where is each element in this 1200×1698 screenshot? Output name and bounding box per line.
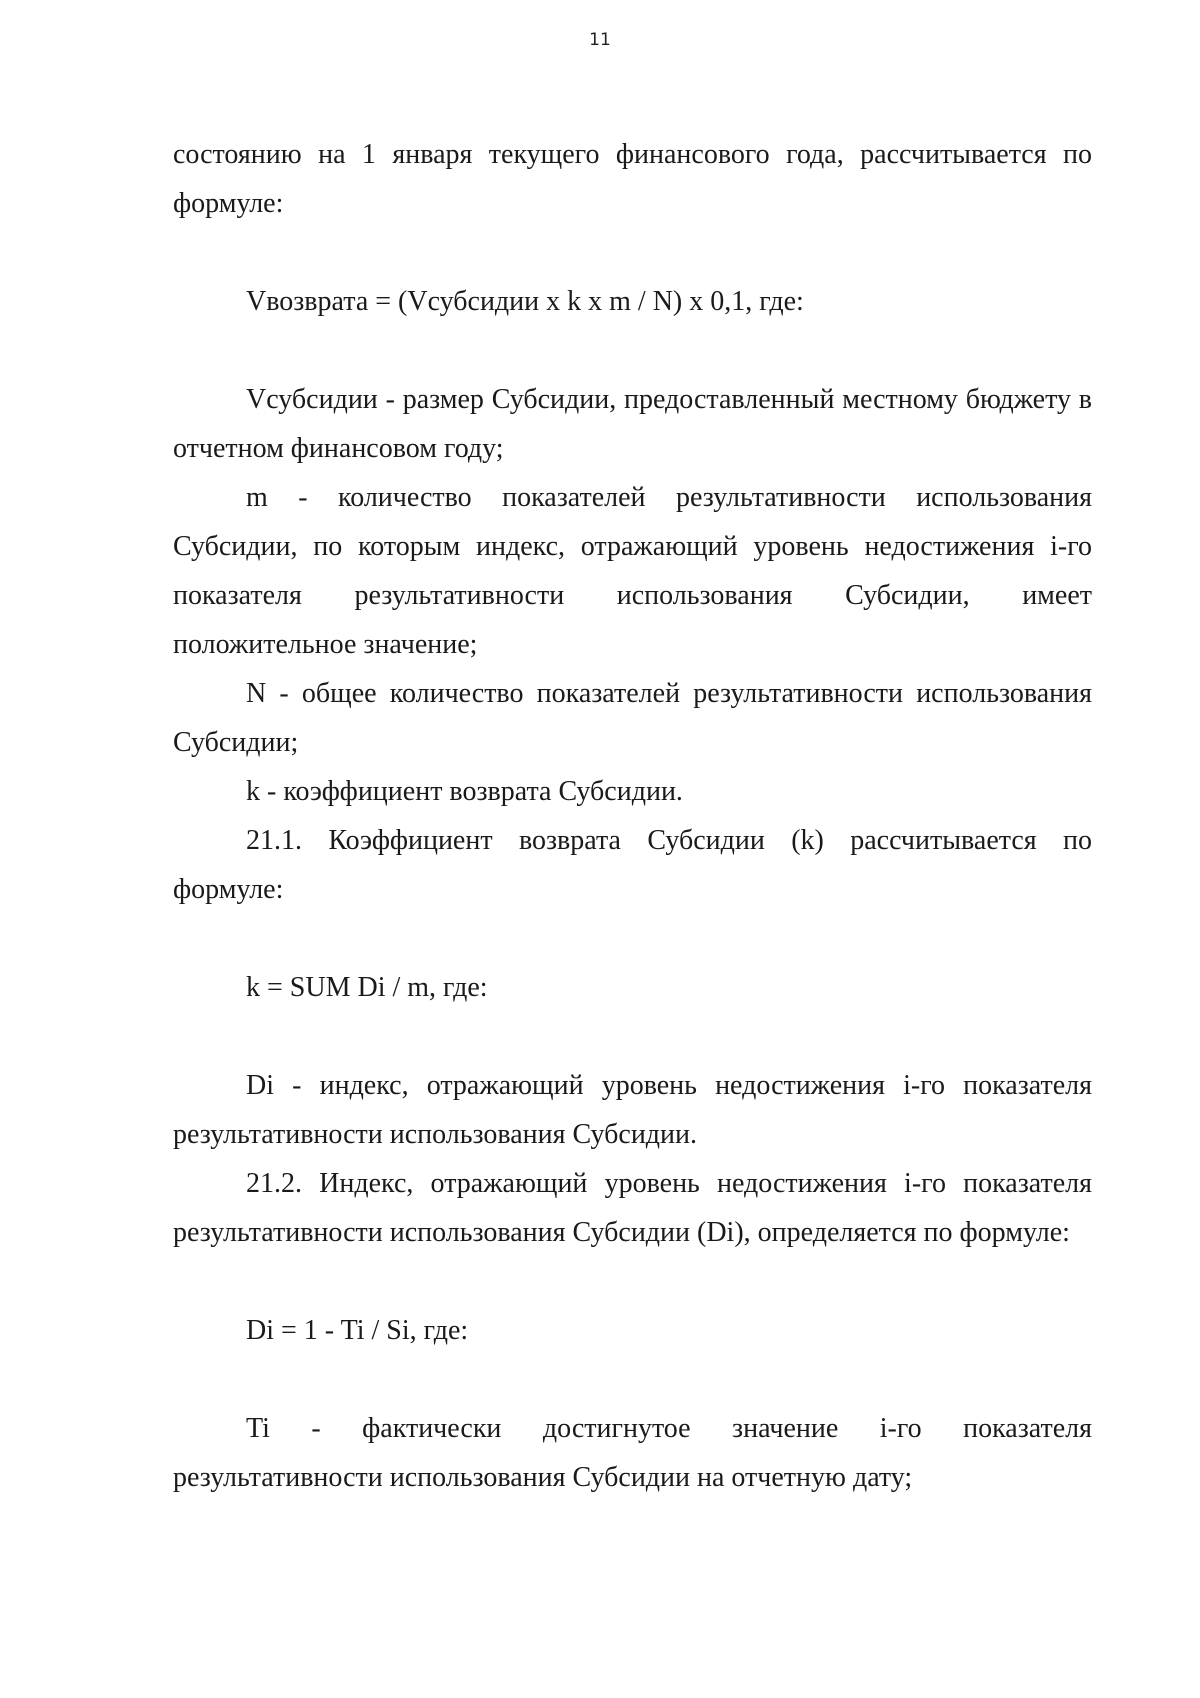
formula-di: Di = 1 - Ti / Si, где: <box>246 1315 469 1346</box>
formula-return-volume: Vвозврата = (Vсубсидии x k x m / N) x 0,1, где: <box>246 286 804 317</box>
document-body <box>173 130 1092 1502</box>
page-number: 11 <box>589 30 611 50</box>
definition-n: N - общее количество показателей результативности использования Субсидии; <box>173 678 1092 758</box>
clause-21-1: 21.1. Коэффициент возврата Субсидии (k) рассчитывается по формуле: <box>173 825 1092 905</box>
clause-21-2: 21.2. Индекс, отражающий уровень недостижения i-го показателя результативности использования Субсидии (Di), определяется по формуле: <box>173 1168 1092 1248</box>
definition-di: Di - индекс, отражающий уровень недостижения i-го показателя результативности использования Субсидии. <box>173 1070 1092 1150</box>
paragraph-continuation: состоянию на 1 января текущего финансового года, рассчитывается по формуле: <box>173 139 1092 219</box>
definition-m: m - количество показателей результативности использования Субсидии, по которым индекс, отражающий уровень недостижения i-го показателя результативности использования Субсидии, имеет положительное значение; <box>173 482 1092 660</box>
definition-v-subsidy: Vсубсидии - размер Субсидии, предоставленный местному бюджету в отчетном финансовом году; <box>173 384 1092 464</box>
definition-k: k - коэффициент возврата Субсидии. <box>246 776 683 807</box>
formula-k: k = SUM Di / m, где: <box>246 972 488 1003</box>
definition-ti: Ti - фактически достигнутое значение i-го показателя результативности использования Субсидии на отчетную дату; <box>173 1413 1092 1493</box>
